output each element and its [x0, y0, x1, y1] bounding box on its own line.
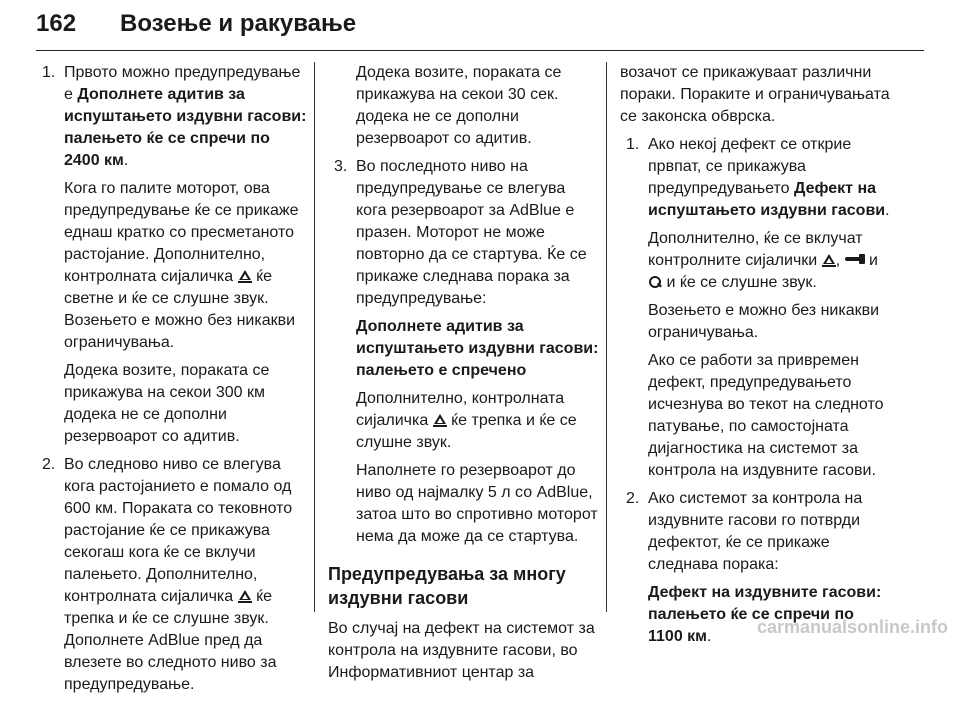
warning-message: [620, 582, 892, 648]
engine-check-icon: [648, 275, 662, 289]
item-text: Ако системот за контрола на издувните гасови го потврди дефектот, ќе се прикаже следнава порака:: [648, 490, 863, 573]
exhaust-icon: [845, 253, 865, 265]
item-text: Во последното ниво на предупредување се влегува кога резервоарот за AdBlue е празен. Моторот не може повторно да се стартува. Ќе се прикаже следнава порака за предупредување:: [356, 158, 587, 307]
item-text: ќе трепка и ќе се слушне звук. Дополнете AdBlue пред да влезете во следното ниво за предупредување.: [64, 588, 277, 693]
watermark: carmanualsonline.info: [756, 617, 948, 637]
paragraph: Возењето е можно без никакви ограничувања.: [648, 302, 880, 341]
warning-message: Дополнете адитив за испуштањето издувни гасови: палењето ќе се спречи по 2400 км: [64, 86, 307, 169]
warning-message-text: Дефект на издувните гасови: палењето ќе се спречи по 1100 км: [648, 584, 882, 645]
list-item-1: [620, 134, 892, 222]
list-item-3: [328, 156, 600, 310]
warning-light-icon: [238, 589, 252, 603]
column-1: [36, 62, 308, 702]
paragraph: возачот се прикажуваат различни пораки. Пораките и ограничувањата се законска обврска.: [620, 64, 890, 125]
list-item-2: [36, 454, 308, 696]
list-number: 2.: [626, 490, 640, 507]
column-3: [620, 62, 892, 654]
warning-light-icon: [822, 253, 836, 267]
paragraph-text: ќе светне и ќе се слушне звук. Возењето е можно без никакви ограничувања.: [64, 268, 296, 351]
warning-light-icon: [238, 269, 252, 283]
section-heading: Предупредувања за многу издувни гасови: [328, 564, 566, 608]
paragraph-text: Кога го палите моторот, ова предупредување ќе се прикаже еднаш кратко со пресметаното растојание. Дополнително, контролната сијаличка: [64, 180, 299, 285]
item-text: Ако некој дефект се открие првпат, се прикажува предупредувањето: [648, 136, 852, 197]
punctuation: .: [707, 628, 712, 645]
list-item-2: [620, 488, 892, 576]
page-title: Возење и ракување: [120, 10, 357, 37]
header-rule: [36, 50, 924, 51]
paragraph-text: Дополнително, контролната сијаличка: [356, 390, 565, 429]
paragraph-text: и ќе се слушне звук.: [666, 274, 817, 291]
paragraph: Додека возите, пораката се прикажува на секои 300 км додека не се дополни резервоарот со адитив.: [64, 362, 270, 445]
column-separator: [606, 62, 607, 612]
list-number: 3.: [334, 158, 348, 175]
paragraph-text: ќе трепка и ќе се слушне звук.: [356, 412, 577, 451]
list-number: 2.: [42, 456, 56, 473]
paragraph: Додека возите, пораката се прикажува на секои 30 сек. додека не се дополни резервоарот со адитив.: [356, 64, 562, 147]
punctuation: .: [123, 152, 129, 169]
column-separator: [314, 62, 315, 612]
paragraph-text: Дополнително, ќе се вклучат контролните сијалички: [648, 230, 863, 269]
list-number: 1.: [626, 136, 640, 153]
paragraph: Во случај на дефект на системот за контрола на издувните гасови, во Информативниот центар за: [328, 620, 595, 681]
paragraph: [620, 228, 892, 294]
warning-light-icon: [433, 413, 447, 427]
page-number: 162: [36, 10, 77, 37]
conjunction: и: [869, 252, 878, 269]
list-item-1: [36, 62, 308, 172]
warning-message: Дефект на испуштањето издувни гасови: [648, 180, 886, 219]
list-number: 1.: [42, 64, 56, 81]
item-text: Во следново ниво се влегува кога растојанието е помало од 600 км. Пораката со тековното растојание ќе се прикажува секогаш кога ќе се вклучи палењето. Дополнително, контролната сијаличка: [64, 456, 293, 605]
paragraph: Наполнете го резервоарот до ниво од најмалку 5 л со AdBlue, затоа што во спротивно моторот нема да може да се стартува.: [356, 462, 598, 545]
punctuation: .: [885, 202, 890, 219]
column-2: [328, 62, 600, 690]
paragraph: [36, 178, 308, 354]
warning-message: [328, 316, 600, 382]
paragraph: [328, 388, 600, 454]
warning-message-text: Дополнете адитив за испуштањето издувни гасови: палењето е спречено: [356, 318, 599, 379]
page-header: [36, 6, 924, 52]
punctuation: ,: [835, 252, 841, 269]
paragraph: Ако се работи за привремен дефект, предупредувањето исчезнува во текот на следното патување, по самостојната дијагностика на системот за контрола на издувните гасови.: [648, 352, 884, 479]
item-text: Првото можно предупредување е: [64, 64, 301, 103]
